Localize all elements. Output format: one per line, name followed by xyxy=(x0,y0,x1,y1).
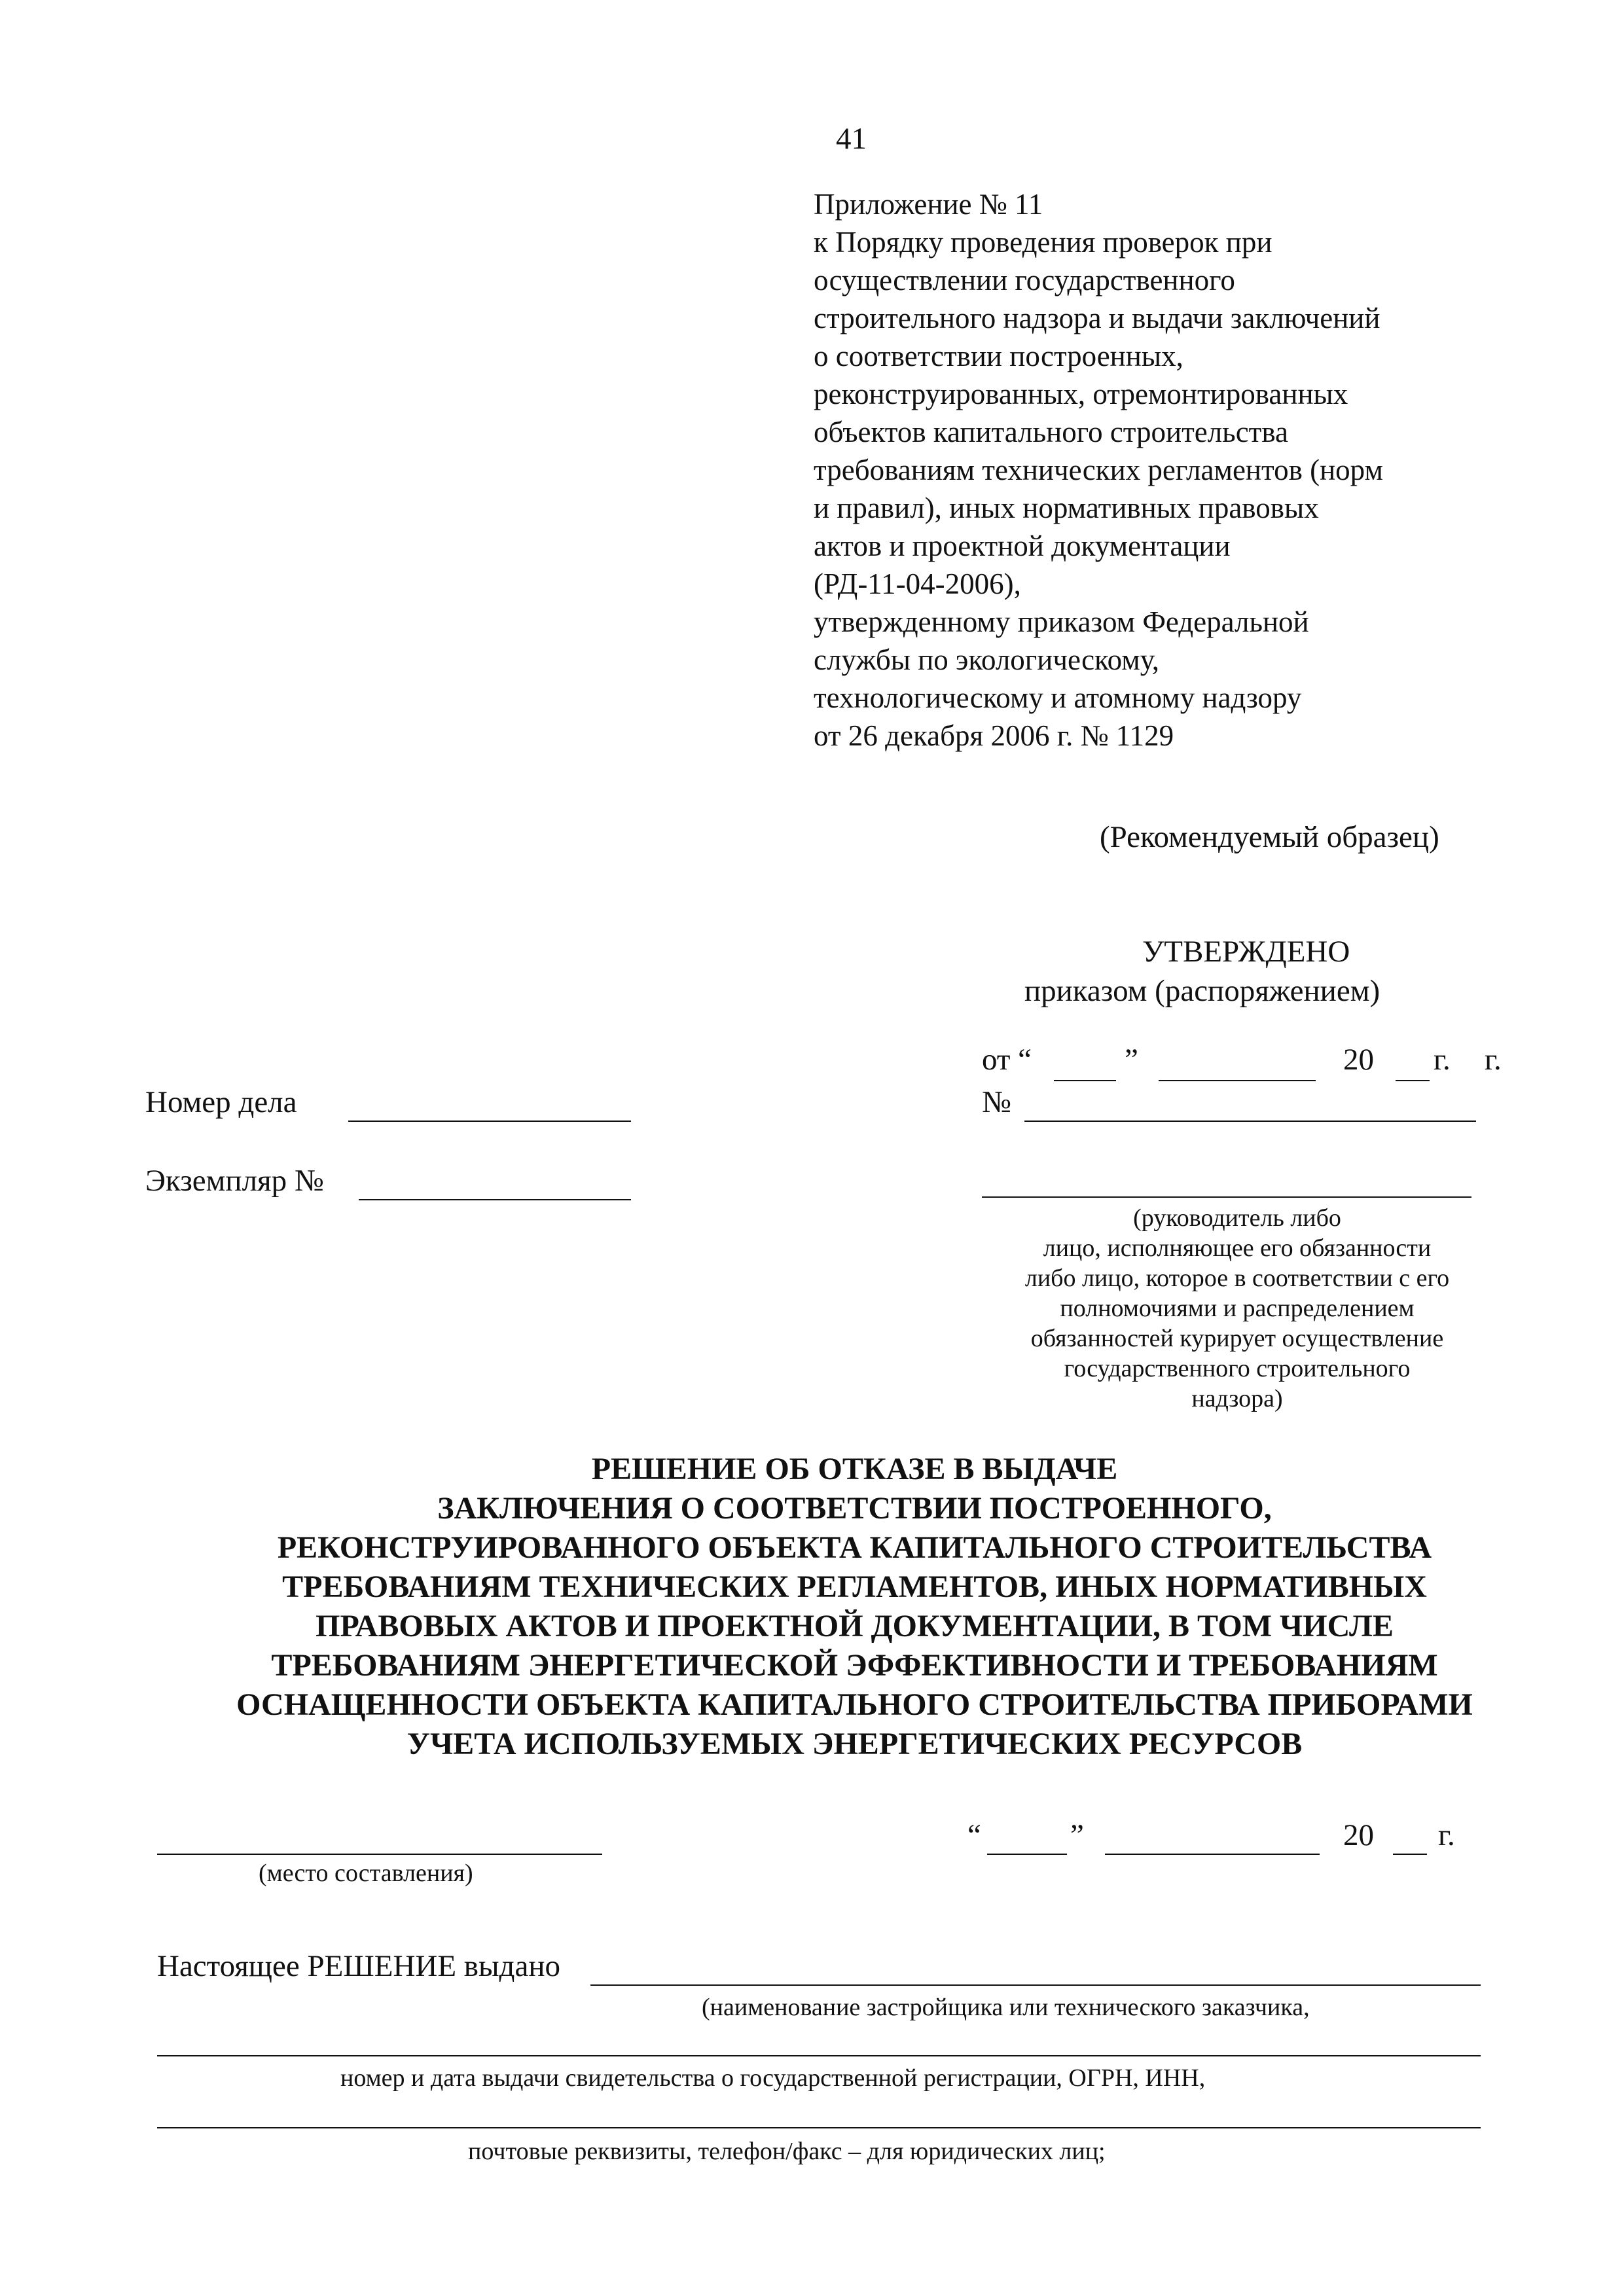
signer-caption-line: либо лицо, которое в соответствии с его xyxy=(1024,1265,1450,1292)
approval-date-prefix: от “ xyxy=(982,1043,1032,1077)
appendix-line: объектов капитального строительства xyxy=(814,416,1288,448)
place-field[interactable] xyxy=(157,1854,602,1855)
place-year-field[interactable] xyxy=(1393,1854,1427,1855)
document-title xyxy=(0,1450,1624,1764)
approval-number-field[interactable] xyxy=(1024,1121,1476,1122)
title-line: ПРАВОВЫХ АКТОВ И ПРОЕКТНОЙ ДОКУМЕНТАЦИИ, В ТОМ ЧИСЛЕ xyxy=(316,1609,1394,1643)
approval-day-field[interactable] xyxy=(1054,1080,1116,1081)
place-year-prefix: 20 xyxy=(1343,1818,1374,1852)
appendix-line: службы по экологическому, xyxy=(814,643,1159,676)
place-day-field[interactable] xyxy=(987,1854,1067,1855)
place-date-quote-open: “ xyxy=(967,1818,981,1852)
issued-caption-1: (наименование застройщика или технического заказчика, xyxy=(702,1994,1310,2021)
appendix-reference xyxy=(814,185,1383,755)
signer-caption-line: полномочиями и распределением xyxy=(1060,1295,1415,1322)
appendix-line: от 26 декабря 2006 г. № 1129 xyxy=(814,719,1174,752)
issued-registration-field[interactable] xyxy=(157,2055,1481,2056)
appendix-line: утвержденному приказом Федеральной xyxy=(814,605,1309,638)
signer-field[interactable] xyxy=(982,1196,1471,1198)
issued-label: Настоящее РЕШЕНИЕ выдано xyxy=(157,1949,560,1983)
approval-year-prefix: 20 xyxy=(1343,1043,1374,1077)
signer-caption-line: государственного строительного xyxy=(1064,1355,1411,1382)
appendix-line: Приложение № 11 xyxy=(814,188,1043,221)
place-month-field[interactable] xyxy=(1105,1854,1320,1855)
approval-number-label: № xyxy=(982,1085,1011,1119)
place-date-quote-close: ” xyxy=(1070,1818,1084,1852)
signer-caption-line: надзора) xyxy=(1191,1385,1283,1412)
page-number: 41 xyxy=(836,122,867,156)
appendix-line: актов и проектной документации xyxy=(814,529,1231,562)
approved-order: приказом (распоряжением) xyxy=(1024,974,1380,1008)
approval-extra-g: г. xyxy=(1485,1043,1502,1077)
place-caption: (место составления) xyxy=(259,1859,473,1887)
appendix-line: к Порядку проведения проверок при xyxy=(814,226,1272,259)
issued-to-field[interactable] xyxy=(590,1984,1481,1986)
case-number-field[interactable] xyxy=(348,1121,631,1122)
title-line: ТРЕБОВАНИЯМ ЭНЕРГЕТИЧЕСКОЙ ЭФФЕКТИВНОСТИ И ТРЕБОВАНИЯМ xyxy=(271,1648,1438,1683)
copy-number-label: Экземпляр № xyxy=(145,1164,324,1198)
title-line: РЕКОНСТРУИРОВАННОГО ОБЪЕКТА КАПИТАЛЬНОГО СТРОИТЕЛЬСТВА xyxy=(277,1530,1432,1565)
signer-caption-line: лицо, исполняющее его обязанности xyxy=(1043,1234,1432,1262)
approval-year-suffix: г. xyxy=(1434,1043,1451,1077)
place-year-suffix: г. xyxy=(1438,1818,1455,1852)
approval-year-field[interactable] xyxy=(1396,1080,1430,1081)
approval-date-quote-close: ” xyxy=(1125,1043,1138,1077)
appendix-line: технологическому и атомному надзору xyxy=(814,681,1302,714)
appendix-line: реконструированных, отремонтированных xyxy=(814,378,1348,410)
appendix-line: и правил), иных нормативных правовых xyxy=(814,492,1319,524)
approval-month-field[interactable] xyxy=(1159,1080,1316,1081)
case-number-label: Номер дела xyxy=(145,1085,297,1119)
issued-caption-3: почтовые реквизиты, телефон/факс – для юридических лиц; xyxy=(468,2138,1106,2165)
signer-caption xyxy=(982,1203,1492,1414)
title-line: РЕШЕНИЕ ОБ ОТКАЗЕ В ВЫДАЧЕ xyxy=(591,1452,1118,1486)
appendix-line: (РД-11-04-2006), xyxy=(814,567,1021,600)
signer-caption-line: (руководитель либо xyxy=(1133,1204,1341,1232)
copy-number-field[interactable] xyxy=(359,1199,631,1200)
appendix-line: осуществлении государственного xyxy=(814,264,1235,296)
title-line: ЗАКЛЮЧЕНИЯ О СООТВЕТСТВИИ ПОСТРОЕННОГО, xyxy=(437,1491,1272,1526)
appendix-line: требованиям технических регламентов (норм xyxy=(814,454,1383,486)
appendix-line: строительного надзора и выдачи заключений xyxy=(814,302,1380,334)
sample-label: (Рекомендуемый образец) xyxy=(1100,820,1439,854)
issued-caption-2: номер и дата выдачи свидетельства о государственной регистрации, ОГРН, ИНН, xyxy=(340,2064,1206,2092)
approved-title: УТВЕРЖДЕНО xyxy=(1142,935,1350,969)
signer-caption-line: обязанностей курирует осуществление xyxy=(1030,1325,1444,1352)
title-line: ОСНАЩЕННОСТИ ОБЪЕКТА КАПИТАЛЬНОГО СТРОИТЕЛЬСТВА ПРИБОРАМИ xyxy=(236,1687,1473,1722)
title-line: УЧЕТА ИСПОЛЬЗУЕМЫХ ЭНЕРГЕТИЧЕСКИХ РЕСУРСОВ xyxy=(406,1727,1303,1761)
issued-contacts-field[interactable] xyxy=(157,2127,1481,2128)
title-line: ТРЕБОВАНИЯМ ТЕХНИЧЕСКИХ РЕГЛАМЕНТОВ, ИНЫХ НОРМАТИВНЫХ xyxy=(282,1570,1427,1604)
appendix-line: о соответствии построенных, xyxy=(814,340,1183,372)
